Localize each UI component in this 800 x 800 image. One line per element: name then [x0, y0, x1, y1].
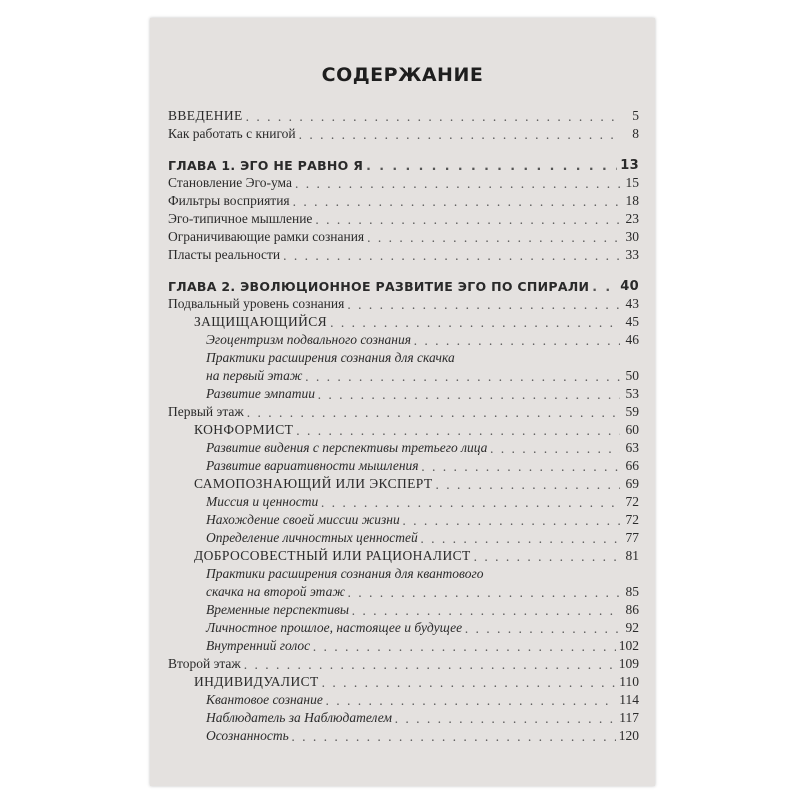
toc-entry-text: Эго-типичное мышление [168, 211, 313, 226]
toc-entry-page: 72 [625, 494, 639, 509]
leader-dots [421, 532, 620, 547]
toc-entry [168, 173, 639, 191]
toc-entry-text: Осознанность [206, 728, 289, 743]
toc-entry-text: Развитие видения с перспективы третьего лица [206, 440, 488, 455]
toc-entry [168, 420, 639, 438]
toc-entry-page: 114 [619, 692, 639, 707]
toc-entry-text: Практики расширения сознания для квантового [206, 566, 484, 581]
leader-dots [315, 213, 620, 228]
leader-dots [322, 676, 617, 691]
toc-entry [168, 546, 639, 564]
toc-entry-page: 110 [619, 674, 639, 689]
toc-entry-text: Как работать с книгой [168, 126, 296, 141]
toc-entry [168, 636, 639, 654]
leader-dots [395, 712, 616, 727]
leader-dots [326, 694, 616, 709]
toc-entry-page: 102 [618, 638, 639, 653]
toc-entry [168, 690, 639, 708]
leader-dots [348, 586, 620, 601]
toc-entry-page: 66 [625, 458, 639, 473]
toc-entry [168, 618, 639, 636]
leader-dots [292, 730, 616, 745]
toc-entry-text: Нахождение своей миссии жизни [206, 512, 400, 527]
toc-entry-text: Подвальный уровень сознания [168, 296, 345, 311]
toc-entry [168, 726, 639, 744]
toc-entry [168, 330, 639, 348]
leader-dots [318, 388, 620, 403]
toc-entry-page: 86 [625, 602, 639, 617]
toc-entry-text: Второй этаж [168, 656, 241, 671]
leader-dots [295, 177, 620, 192]
toc-entry-text: Временные перспективы [206, 602, 350, 617]
leader-dots [321, 496, 620, 511]
toc-entry [168, 474, 639, 492]
leader-dots [293, 195, 620, 210]
toc-entry [168, 564, 639, 582]
toc-entry-text: Первый этаж [168, 404, 244, 419]
toc-entry-page: 117 [619, 710, 639, 725]
toc-entry [168, 672, 639, 690]
toc-entry-text: Эгоцентризм подвального сознания [206, 332, 412, 347]
toc-entry-text: ВВЕДЕНИЕ [168, 108, 243, 123]
leader-dots [299, 128, 620, 143]
leader-dots [283, 249, 620, 264]
toc-entry [168, 528, 639, 546]
leader-dots [474, 550, 620, 565]
leader-dots [352, 604, 620, 619]
leader-dots [246, 110, 620, 125]
toc-entry-page: 72 [625, 512, 639, 527]
toc-entry-text: ЗАЩИЩАЮЩИЙСЯ [194, 314, 328, 329]
leader-dots [366, 160, 617, 174]
toc-entry-text: Наблюдатель за Наблюдателем [206, 710, 392, 725]
toc-entry-page: 46 [625, 332, 639, 347]
toc-entry-text: Фильтры восприятия [168, 193, 290, 208]
toc-entry-page: 15 [625, 175, 639, 190]
leader-dots [422, 460, 620, 475]
book-page [150, 18, 655, 786]
toc-entry-page: 63 [625, 440, 639, 455]
toc-entry-text: Миссия и ценности [206, 494, 319, 509]
toc-entry-text: Определение личностных ценностей [206, 530, 418, 545]
toc-entry-text: Развитие эмпатии [206, 386, 316, 401]
leader-dots [436, 478, 621, 493]
toc-entry-text: Квантовое сознание [206, 692, 323, 707]
leader-dots [403, 514, 620, 529]
toc-entry-text: САМОПОЗНАЮЩИЙ ИЛИ ЭКСПЕРТ [194, 476, 433, 491]
leader-dots [313, 640, 616, 655]
toc-chapter [168, 276, 639, 294]
toc-entry-page: 120 [618, 728, 639, 743]
toc-entry-page: 77 [625, 530, 639, 545]
leader-dots [367, 231, 620, 246]
toc-entry-page: 60 [625, 422, 639, 437]
toc-entry [168, 294, 639, 312]
leader-dots [592, 281, 617, 295]
toc-entry-page: 109 [618, 656, 639, 671]
toc-entry-text: ИНДИВИДУАЛИСТ [194, 674, 319, 689]
leader-dots [330, 316, 620, 331]
toc-entry [168, 492, 639, 510]
toc-entry-page: 50 [625, 368, 639, 383]
toc-entry-page: 85 [625, 584, 639, 599]
toc-chapter [168, 155, 639, 173]
toc-entry [168, 106, 639, 124]
toc-entry-page: 81 [625, 548, 639, 563]
toc-entry [168, 366, 639, 384]
toc-entry-text: Внутренний голос [206, 638, 311, 653]
toc-entry-page: 18 [625, 193, 639, 208]
toc-entry-page: 5 [632, 108, 639, 123]
toc-entry [168, 600, 639, 618]
toc-entry-text: Пласты реальности [168, 247, 281, 262]
toc-entry [168, 402, 639, 420]
toc-entry-page: 43 [625, 296, 639, 311]
toc-entry-text: Становление Эго-ума [168, 175, 292, 190]
toc-entry [168, 510, 639, 528]
toc-entry [168, 209, 639, 227]
toc-entry-page: 30 [625, 229, 639, 244]
toc-entry [168, 312, 639, 330]
toc-entry-page: 13 [620, 158, 639, 173]
toc-entry [168, 582, 639, 600]
toc-entry-page: 59 [625, 404, 639, 419]
toc-entry-page: 45 [625, 314, 639, 329]
leader-dots [490, 442, 620, 457]
toc-entry [168, 456, 639, 474]
toc-entry-text: КОНФОРМИСТ [194, 422, 294, 437]
leader-dots [305, 370, 620, 385]
toc-entry [168, 191, 639, 209]
toc-entry [168, 348, 639, 366]
toc-entry-text: ГЛАВА 2. ЭВОЛЮЦИОННОЕ РАЗВИТИЕ ЭГО ПО СПИРАЛИ [168, 279, 590, 294]
toc-entry-text: скачка на второй этаж [206, 584, 345, 599]
toc-entry-page: 40 [620, 279, 639, 294]
leader-dots [465, 622, 620, 637]
toc-entry [168, 384, 639, 402]
toc-entry-page: 53 [625, 386, 639, 401]
toc-entry [168, 708, 639, 726]
toc-entry-page: 92 [625, 620, 639, 635]
toc-entry-page: 69 [625, 476, 639, 491]
toc-entry-page: 8 [632, 126, 639, 141]
toc-entry-page: 33 [625, 247, 639, 262]
toc-entry-text: Личностное прошлое, настоящее и будущее [206, 620, 463, 635]
leader-dots [247, 406, 620, 421]
toc-entry-text: на первый этаж [206, 368, 303, 383]
leader-dots [296, 424, 620, 439]
toc-entry [168, 124, 639, 142]
toc-entry [168, 227, 639, 245]
toc-entry [168, 438, 639, 456]
toc-entry-text: ДОБРОСОВЕСТНЫЙ ИЛИ РАЦИОНАЛИСТ [194, 548, 471, 563]
toc-entry-text: Развитие вариативности мышления [206, 458, 419, 473]
toc-entry-text: ГЛАВА 1. ЭГО НЕ РАВНО Я [168, 158, 364, 173]
leader-dots [244, 658, 616, 673]
toc-entry-page: 23 [625, 211, 639, 226]
toc-entry [168, 245, 639, 263]
leader-dots [347, 298, 620, 313]
toc-entry [168, 654, 639, 672]
toc-entry-text: Ограничивающие рамки сознания [168, 229, 365, 244]
toc-entry-text: Практики расширения сознания для скачка [206, 350, 455, 365]
leader-dots [414, 334, 620, 349]
toc-title: СОДЕРЖАНИЕ [321, 64, 484, 86]
